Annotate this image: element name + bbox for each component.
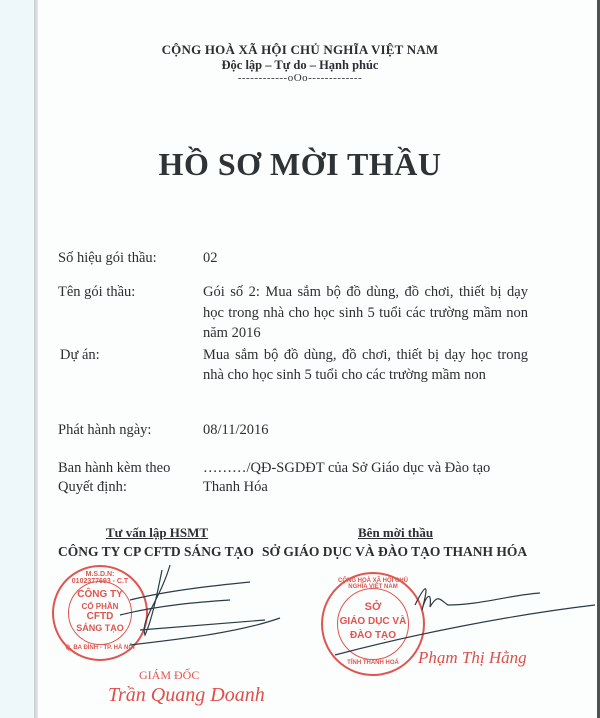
project-label: Dự án: <box>60 347 100 363</box>
decision-value-line1: ………/QĐ-SGDĐT của Sở Giáo dục và Đào tạo <box>203 460 491 476</box>
scan-background-strip <box>0 0 34 718</box>
consultant-signer-name: Trần Quang Doanh <box>108 684 265 706</box>
national-title: CỘNG HOÀ XÃ HỘI CHỦ NGHĨA VIỆT NAM <box>161 42 439 57</box>
inviting-party-organization: SỞ GIÁO DỤC VÀ ĐÀO TẠO THANH HÓA <box>262 544 528 559</box>
document-title: HỒ SƠ MỜI THẦU <box>158 146 442 182</box>
package-number-label: Số hiệu gói thầu: <box>58 250 157 266</box>
inviting-party-role-heading: Bên mời thầu <box>358 525 434 540</box>
department-head-signature <box>330 575 600 655</box>
decision-value-line2: Thanh Hóa <box>203 479 268 495</box>
decision-label-line1: Ban hành kèm theo <box>58 460 171 476</box>
director-position-title: GIÁM ĐỐC <box>139 668 200 682</box>
consultant-role-heading: Tư vấn lập HSMT <box>106 525 209 540</box>
issue-date-label: Phát hành ngày: <box>58 422 152 438</box>
inviting-party-signer-name: Phạm Thị Hằng <box>418 648 527 667</box>
decision-label-line2: Quyết định: <box>58 479 127 495</box>
company-seal-stamp: M.S.D.N: 0102377693 - C.T CÔNG TY CỔ PHẦN CFTD SÁNG TẠO Q. BA ĐÌNH - TP. HÀ NỘI <box>52 565 148 661</box>
department-seal-stamp: CỘNG HOÀ XÃ HỘI CHỦ NGHĨA VIỆT NAM SỞ GIÁO DỤC VÀ ĐÀO TẠO TỈNH THANH HOÁ <box>321 572 425 676</box>
project-value: Mua sắm bộ đồ dùng, đồ chơi, thiết bị dạy học trong nhà cho học sinh 5 tuổi cho các trường mầm non <box>203 347 528 383</box>
director-signature <box>100 560 270 660</box>
package-name-label: Tên gói thầu: <box>58 284 136 300</box>
national-motto: Độc lập – Tự do – Hạnh phúc <box>221 58 379 72</box>
package-name-value: Gói số 2: Mua sắm bộ đồ dùng, đồ chơi, thiết bị dạy học trong nhà cho học sinh 5 tuổi các trường mầm non năm 2016 <box>203 284 528 341</box>
consultant-organization: CÔNG TY CP CFTD SÁNG TẠO <box>58 544 254 559</box>
issue-date-value: 08/11/2016 <box>203 422 269 438</box>
header-divider: ------------oOo------------- <box>237 72 363 84</box>
package-number-value: 02 <box>203 250 218 266</box>
